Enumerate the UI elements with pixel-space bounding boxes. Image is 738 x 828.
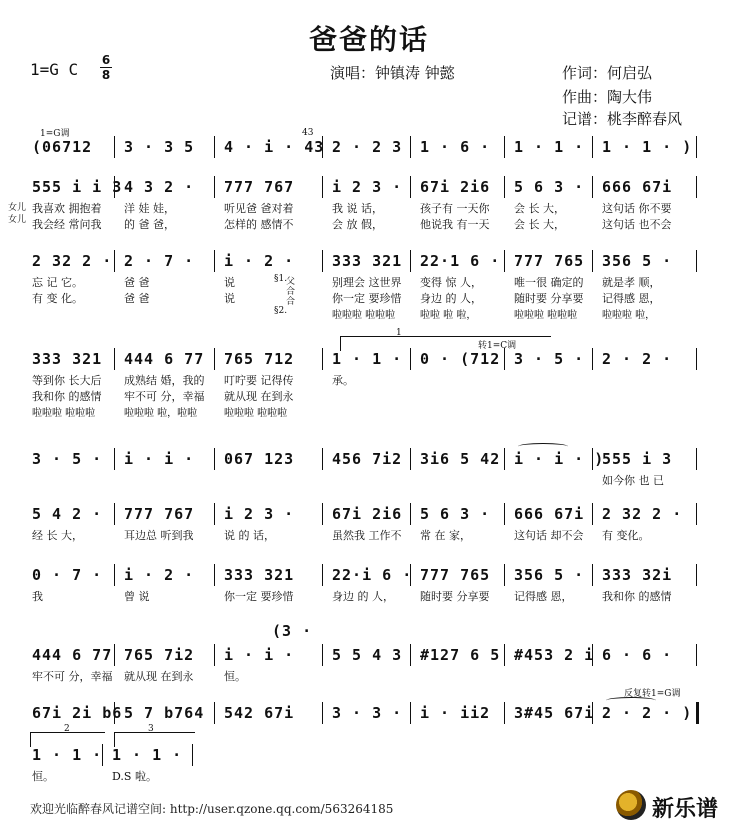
barline [114,448,115,470]
lyric-text: 曾 说 [124,590,150,603]
lyric-text: 会 放 假， [332,218,383,231]
measure-notes: 777 765 [420,566,491,584]
barline [592,136,593,158]
lyric-text: 我和你 的感情 [602,590,672,603]
lyricist-credit: 作词：何启弘 [562,64,653,82]
lyric-text: 爸 爸 [124,292,150,305]
barline [696,564,697,586]
lyric-text: 听见爸 爸对着 [224,202,294,215]
measure-notes: (06712 [32,138,93,156]
triplet-mark: 43 [302,128,314,138]
lyric-text: 我 说 话， [332,202,383,215]
lyric-text: 有 变化。 [602,529,650,542]
barline [410,448,411,470]
measure-notes: 1 · 1 · [332,350,403,368]
lyric-text: 啦啦啦 啦啦啦 [32,408,96,419]
lyric-text: 记得感 恩， [602,292,661,305]
barline [410,250,411,272]
barline [410,136,411,158]
measure-notes: 67i 2i6 [420,178,491,196]
measure-notes: #127 6 5 [420,646,501,664]
lyric-text: 你一定 要珍惜 [332,292,402,305]
lyric-text: 别理会 这世界 [332,276,402,289]
barline [114,644,115,666]
lyric-text: 爸 爸 [124,276,150,289]
barline [592,503,593,525]
lyric-text: 承。 [332,374,354,387]
lyric-text: 如今你 也 已 [602,474,664,487]
barline [214,250,215,272]
measure-notes: 333 321 [332,252,403,270]
lyric-text: 啦啦啦 啦啦啦 [514,310,578,321]
section-mark: §2. [274,306,288,316]
key-change-mark: 转1=C调 [478,341,517,351]
measure-notes: 2 · 2 3 [332,138,403,156]
measure-notes: 2 32 2 · [32,252,113,270]
singer-role: 合 [286,297,296,307]
measure-notes: i · 2 · [124,566,195,584]
measure-notes: #453 2 i [514,646,595,664]
lyric-text: 啦啦 啦 啦， [420,310,477,321]
lyric-text: 虽然我 工作不 [332,529,402,542]
lyric-text: 就从现 在到永 [224,390,294,403]
measure-notes: 3 · 3 · [332,704,403,722]
barline [322,448,323,470]
barline [214,176,215,198]
singers: 演唱：钟镇涛 钟懿 [330,64,455,82]
measure-notes: 4 · i · 43 [224,138,325,156]
barline [322,564,323,586]
barline [322,503,323,525]
measure-notes: 444 6 77 [32,646,113,664]
barline [214,136,215,158]
measure-notes: i · ii2 [420,704,491,722]
lyric-text: 成熟结 婚，我的 [124,374,205,387]
measure-notes: 356 5 · [602,252,673,270]
lyric-text: 啦啦啦 啦啦啦 [332,310,396,321]
meter-bottom: 8 [101,68,111,82]
measure-notes: 067 123 [224,450,295,468]
barline [410,702,411,724]
volta-number: 2 [64,724,70,734]
measure-notes: i 2 3 · [332,178,403,196]
measure-notes: 444 6 77 [124,350,205,368]
lyric-text: 恒。 [32,770,54,783]
lyric-text: 说 [224,276,235,289]
logo-text: 新乐谱 [652,797,719,822]
measure-notes: 666 67i [602,178,673,196]
measure-notes: 333 321 [224,566,295,584]
vinyl-record-icon [616,790,646,820]
measure-notes: 5 6 3 · [514,178,585,196]
barline [322,250,323,272]
lyric-text: 耳边总 听到我 [124,529,194,542]
lyric-text: 会 长 大， [514,218,565,231]
measure-notes: i · 2 · [224,252,295,270]
lyric-text: 我喜欢 拥抱着 [32,202,102,215]
barline [696,644,697,666]
repeat-mark: 反复转1=G调 [624,689,681,699]
singer-role: 女儿 [8,203,27,213]
barline [214,448,215,470]
barline [114,250,115,272]
measure-notes: 1 · 1 · [32,746,103,764]
lyric-text: 恒。 [224,670,246,683]
barline [592,348,593,370]
lyric-text: 我 [32,590,43,603]
measure-notes: 2 32 2 · [602,505,683,523]
lyric-text: 牢不可 分，幸福 [32,670,113,683]
measure-notes: 333 321 [32,350,103,368]
barline [214,644,215,666]
measure-notes: 333 32i [602,566,673,584]
barline [504,448,505,470]
measure-notes: 67i 2i6 [332,505,403,523]
lyric-text: 记得感 恩， [514,590,573,603]
singer-role: 父 [286,277,296,287]
measure-notes: 67i 2i b6 [32,704,123,722]
section-mark: §1. [274,274,288,284]
barline [410,176,411,198]
lyric-text: 你一定 要珍惜 [224,590,294,603]
barline [696,702,699,724]
barline [214,348,215,370]
barline [192,744,193,766]
lyric-text: 忘 记 它。 [32,276,83,289]
key-change-mark: 1=G调 [40,129,70,139]
measure-notes: 1 · 1 · [514,138,585,156]
measure-notes: 3 · 3 5 [124,138,195,156]
barline [696,348,697,370]
measure-notes: 456 7i2 [332,450,403,468]
barline [504,176,505,198]
barline [322,644,323,666]
lyric-text: 这句话 也不会 [602,218,672,231]
measure-notes: 2 · 7 · [124,252,195,270]
lyric-text: 随时要 分享要 [514,292,584,305]
barline [504,503,505,525]
barline [504,348,505,370]
volta-number: 1 [396,328,402,338]
lyric-text: 身边 的 人， [332,590,394,603]
lyric-text: 说 [224,292,235,305]
measure-notes: 765 7i2 [124,646,195,664]
page-title: 爸爸的话 [308,23,429,56]
barline [592,564,593,586]
barline [696,176,697,198]
barline [504,564,505,586]
measure-notes: 542 67i [224,704,295,722]
barline [322,176,323,198]
lyric-text: 经 长 大， [32,529,83,542]
lyric-text: 啦啦啦 啦， [602,310,656,321]
singer-role: 合 [286,287,296,297]
measure-notes: 5 4 2 · [32,505,103,523]
lyric-text: 会 长 大， [514,202,565,215]
barline [114,348,115,370]
barline [696,448,697,470]
measure-notes: 3i6 5 42 [420,450,501,468]
measure-notes: 3 · 5 · [514,350,585,368]
measure-notes: i · i · ) [514,450,605,468]
lyric-text: 有 变 化。 [32,292,83,305]
measure-notes: 22·i 6 · [332,566,413,584]
barline [114,564,115,586]
barline [114,136,115,158]
lyric-text: 牢不可 分，幸福 [124,390,205,403]
barline [410,348,411,370]
volta-bracket [340,336,551,351]
measure-notes: 1 · 1 · [112,746,183,764]
barline [696,250,697,272]
barline [322,702,323,724]
barline [504,702,505,724]
measure-notes: 2 · 2 · ) [602,704,693,722]
lyric-text: 洋 娃 娃， [124,202,175,215]
measure-notes: 5 5 4 3 [332,646,403,664]
barline [214,564,215,586]
meter-top: 6 [101,53,111,67]
barline [592,176,593,198]
measure-notes: i 2 3 · [224,505,295,523]
tie-arc [518,443,568,450]
measure-notes: 555 i 3 [602,450,673,468]
barline [214,702,215,724]
lyric-text: 变得 惊 人， [420,276,482,289]
volta-number: 3 [148,724,154,734]
lyric-text: 他说我 有一天 [420,218,490,231]
barline [504,250,505,272]
lyric-text: 常 在 家， [420,529,471,542]
measure-notes: 22·1 6 · [420,252,501,270]
volta-bracket [30,732,105,747]
lyric-text: 身边 的 人， [420,292,482,305]
lyric-text: 就是孝 顺， [602,276,661,289]
transcriber-credit: 记谱：桃李醉春风 [562,110,683,128]
barline [504,136,505,158]
measure-notes: 6 · 6 · [602,646,673,664]
measure-notes: i · i · [224,646,295,664]
measure-notes: 0 · (712 [420,350,501,368]
volta-bracket [114,732,195,747]
barline [214,503,215,525]
measure-notes: 555 i i 3 [32,178,123,196]
measure-notes: 3 · 5 · [32,450,103,468]
barline [504,644,505,666]
measure-notes: 666 67i [514,505,585,523]
measure-notes: 356 5 · [514,566,585,584]
measure-notes: 4 3 2 · [124,178,195,196]
barline [410,644,411,666]
lyric-text: 就从现 在到永 [124,670,194,683]
composer-credit: 作曲：陶大伟 [562,88,653,106]
lyric-text: 的 爸 爸， [124,218,175,231]
lyric-text: 唯一很 确定的 [514,276,584,289]
site-logo [610,788,736,824]
measure-notes: 5 7 b764 [124,704,205,722]
measure-notes: 777 767 [224,178,295,196]
barline [592,250,593,272]
upper-voice-notes: (3 · [272,622,313,640]
lyric-text: 孩子有 一天你 [420,202,490,215]
footer-text: 欢迎光临醉春风记谱空间: http://user.qzone.qq.com/563264185 [30,802,394,816]
barline [322,348,323,370]
lyric-text: 啦啦啦 啦啦啦 [224,408,288,419]
lyric-text: 怎样的 感情不 [224,218,294,231]
measure-notes: 777 767 [124,505,195,523]
key-signature: 1=G C [30,60,79,79]
barline [114,503,115,525]
lyric-text: 这句话 你不要 [602,202,672,215]
barline [410,503,411,525]
measure-notes: i · i · [124,450,195,468]
lyric-text: 我会经 常问我 [32,218,102,231]
measure-notes: 1 · 6 · [420,138,491,156]
barline [696,136,697,158]
lyric-text: 啦啦啦 啦，啦啦 [124,408,198,419]
measure-notes: 3#45 67i [514,704,595,722]
lyric-text: 我和你 的感情 [32,390,102,403]
lyric-text: 等到你 长大后 [32,374,102,387]
measure-notes: 5 6 3 · [420,505,491,523]
lyric-text: 叮咛要 记得传 [224,374,294,387]
lyric-text: 这句话 却不会 [514,529,584,542]
measure-notes: 1 · 1 · ) [602,138,693,156]
measure-notes: 2 · 2 · [602,350,673,368]
singer-role: 女儿 [8,215,27,225]
lyric-text: 随时要 分享要 [420,590,490,603]
measure-notes: 777 765 [514,252,585,270]
measure-notes: 0 · 7 · [32,566,103,584]
lyric-text: D.S 啦。 [112,770,157,783]
barline [696,503,697,525]
time-signature [100,54,112,81]
lyric-text: 说 的 话， [224,529,275,542]
measure-notes: 765 712 [224,350,295,368]
